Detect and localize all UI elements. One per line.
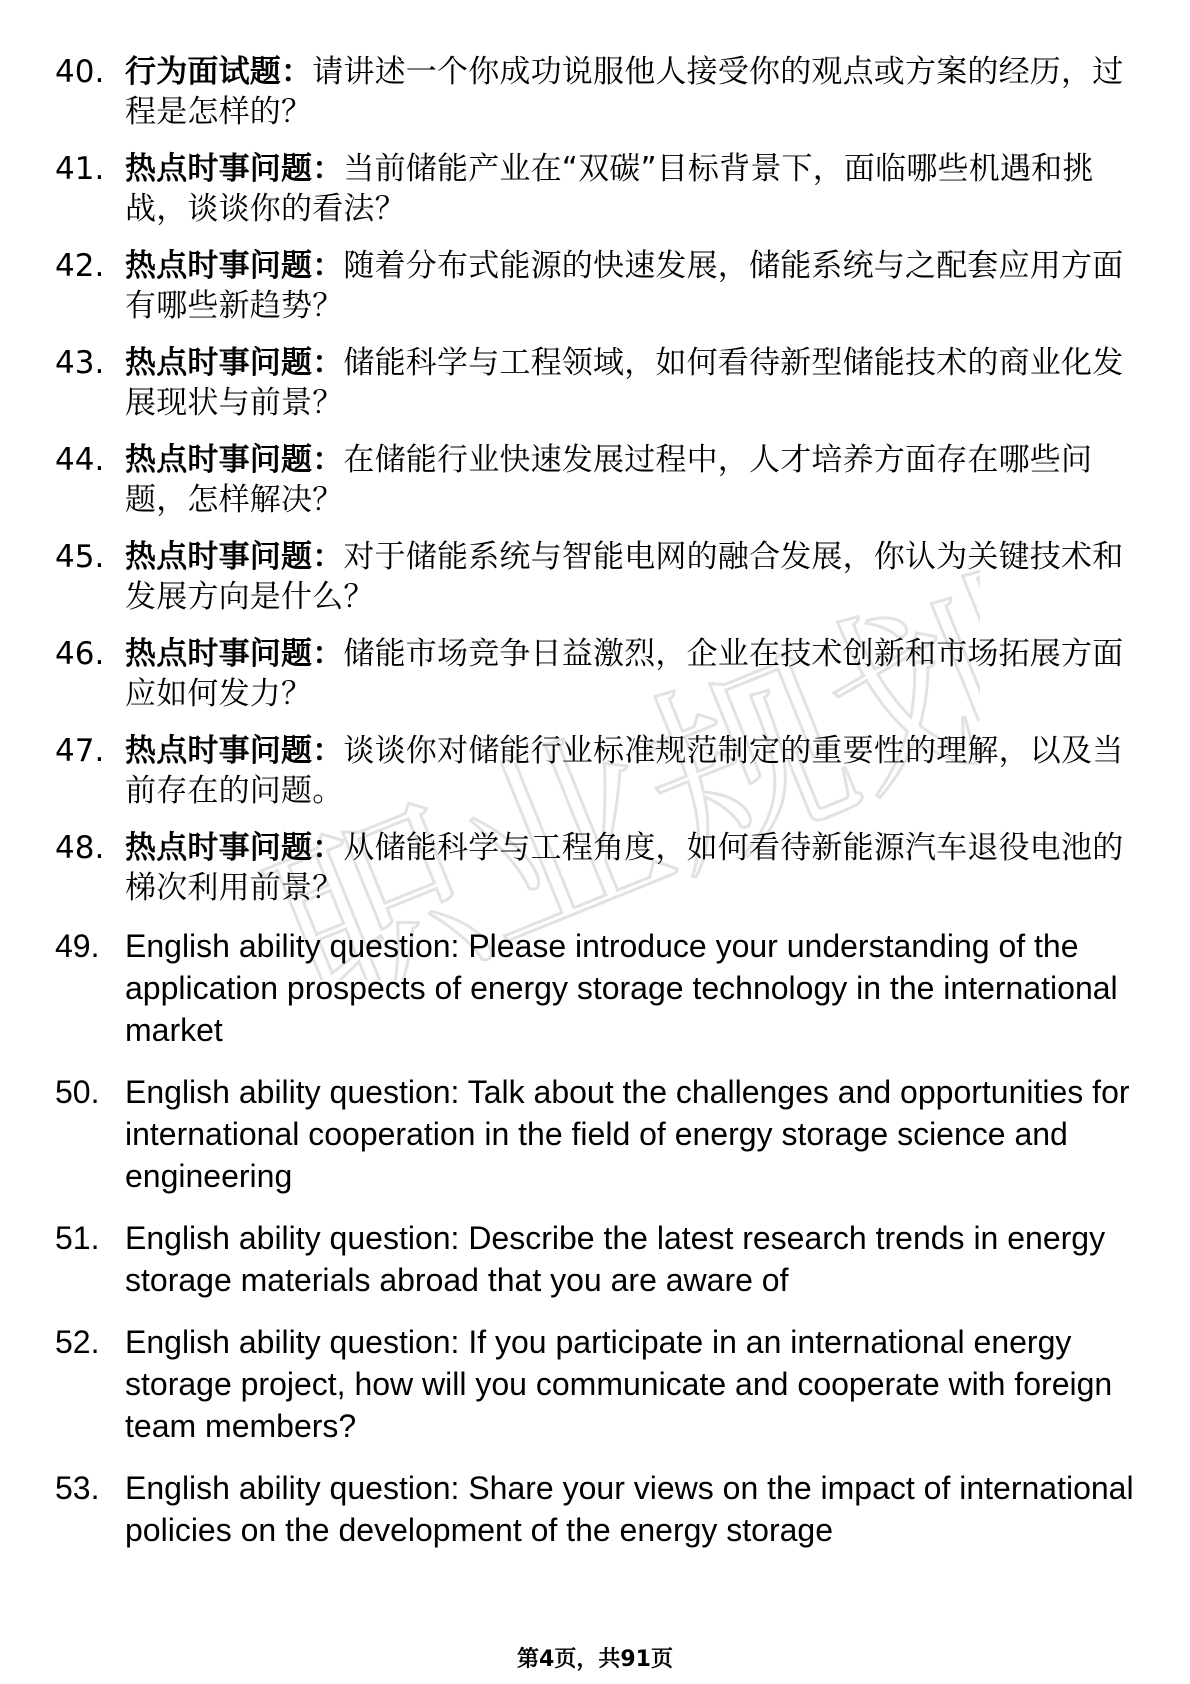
question-list: [55, 52, 1135, 1571]
question-number: 51.: [55, 1220, 100, 1256]
english-question-item: [55, 1467, 1135, 1551]
question-number: 40.: [55, 54, 105, 90]
question-category: 热点时事问题：: [125, 345, 344, 381]
question-item: [55, 440, 1135, 520]
question-text: 在储能行业快速发展过程中，人才培养方面存在哪些问题，怎样解决？: [125, 442, 1093, 518]
question-number: 43.: [55, 345, 105, 381]
page-footer: 第4页，共91页: [517, 1647, 673, 1672]
question-number: 50.: [55, 1074, 100, 1110]
question-category: 热点时事问题：: [125, 539, 344, 575]
english-question-item: [55, 1321, 1135, 1447]
question-category: 热点时事问题：: [125, 733, 344, 769]
question-body: [125, 52, 1135, 132]
question-item: [55, 537, 1135, 617]
question-item: [55, 343, 1135, 423]
question-text: 随着分布式能源的快速发展，储能系统与之配套应用方面有哪些新趋势？: [125, 248, 1124, 324]
question-text: English ability question: Describe the latest research trends in energy storage materials abroad that you are aware of: [125, 1220, 1106, 1298]
question-number: 42.: [55, 248, 105, 284]
english-question-item: [55, 1071, 1135, 1197]
question-item: [55, 828, 1135, 908]
question-text: 储能市场竞争日益激烈，企业在技术创新和市场拓展方面应如何发力？: [125, 636, 1124, 712]
question-number: 41.: [55, 151, 105, 187]
question-text: 请讲述一个你成功说服他人接受你的观点或方案的经历，过程是怎样的？: [125, 54, 1124, 130]
question-text: 从储能科学与工程角度，如何看待新能源汽车退役电池的梯次利用前景？: [125, 830, 1124, 906]
question-category: 热点时事问题：: [125, 830, 344, 866]
question-number: 52.: [55, 1324, 100, 1360]
question-text: English ability question: Talk about the challenges and opportunities for international cooperation in the field of energy storage science and engineering: [125, 1074, 1130, 1194]
question-number: 49.: [55, 928, 100, 964]
question-number: 45.: [55, 539, 105, 575]
question-text: 谈谈你对储能行业标准规范制定的重要性的理解，以及当前存在的问题。: [125, 733, 1124, 809]
question-number: 47.: [55, 733, 105, 769]
question-body: [125, 149, 1135, 229]
english-question-item: [55, 925, 1135, 1051]
watermark-text: 职业规划: [241, 560, 980, 980]
english-question-item: [55, 1217, 1135, 1301]
question-body: [125, 537, 1135, 617]
question-item: [55, 731, 1135, 811]
question-item: [55, 52, 1135, 132]
question-text: English ability question: Please introduce your understanding of the application prospects of energy storage technology in the international market: [125, 928, 1118, 1048]
question-item: [55, 246, 1135, 326]
question-number: 44.: [55, 442, 105, 478]
question-number: 53.: [55, 1470, 100, 1506]
question-category: 热点时事问题：: [125, 636, 344, 672]
question-category: 热点时事问题：: [125, 151, 344, 187]
question-body: [125, 440, 1135, 520]
question-text: 对于储能系统与智能电网的融合发展，你认为关键技术和发展方向是什么？: [125, 539, 1124, 615]
question-body: [125, 634, 1135, 714]
question-category: 行为面试题：: [125, 54, 313, 90]
question-body: [125, 731, 1135, 811]
question-body: [125, 828, 1135, 908]
question-text: 当前储能产业在“双碳”目标背景下，面临哪些机遇和挑战，谈谈你的看法？: [125, 151, 1094, 227]
question-number: 46.: [55, 636, 105, 672]
question-body: [125, 246, 1135, 326]
question-number: 48.: [55, 830, 105, 866]
question-text: 储能科学与工程领域，如何看待新型储能技术的商业化发展现状与前景？: [125, 345, 1124, 421]
question-item: [55, 634, 1135, 714]
question-item: [55, 149, 1135, 229]
question-text: English ability question: Share your views on the impact of international policies on the development of the energy storage: [125, 1470, 1134, 1548]
question-body: [125, 343, 1135, 423]
question-category: 热点时事问题：: [125, 248, 344, 284]
question-category: 热点时事问题：: [125, 442, 344, 478]
question-text: English ability question: If you participate in an international energy storage project, how will you communicate and cooperate with foreign team members?: [125, 1324, 1113, 1444]
